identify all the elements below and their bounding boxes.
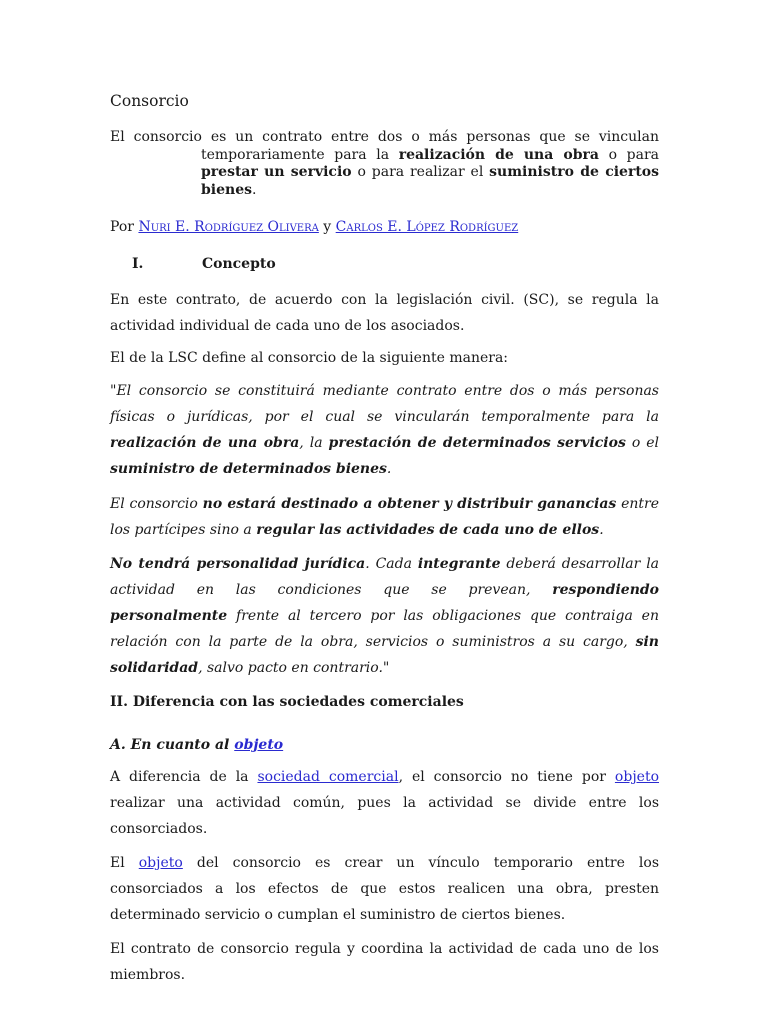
paragraph: El objeto del consorcio es crear un vínculo temporario entre los consorciados a los efectos de que estos realicen una obra, presten determinado servicio o cumplan el suministro de ciertos bienes.	[110, 855, 659, 923]
bold-text: prestación de determinados servicios	[328, 435, 626, 451]
section-number: I.	[132, 256, 144, 272]
byline: Por Nuri E. Rodríguez Olivera y Carlos E. López Rodríguez	[110, 219, 519, 235]
bold-text: prestar un servicio	[201, 164, 352, 180]
objeto-link[interactable]: objeto	[234, 737, 284, 753]
author-link-rodriguez-olivera[interactable]: Nuri E. Rodríguez Olivera	[138, 219, 319, 235]
section-title: II. Diferencia con las sociedades comerciales	[110, 694, 464, 710]
bold-text: suministro de determinados bienes	[110, 461, 387, 477]
bold-text: sin	[635, 634, 659, 650]
section-heading-concepto	[110, 256, 659, 272]
bold-text: no estará destinado a obtener y distribuir ganancias	[202, 496, 617, 512]
paragraph: El de la LSC define al consorcio de la siguiente manera:	[110, 350, 509, 366]
paragraph: En este contrato, de acuerdo con la legislación civil. (SC), se regula la actividad individual de cada uno de los asociados.	[110, 292, 659, 334]
section-heading-diferencia	[110, 694, 659, 710]
bold-text: suministro de ciertos	[489, 164, 660, 180]
bold-text: realización de una obra	[110, 435, 300, 451]
intro-line: El consorcio es un contrato entre dos o más personas que se vinculan	[110, 129, 659, 145]
bold-text: realización de una obra	[398, 146, 599, 163]
bold-text: No tendrá personalidad jurídica	[110, 556, 366, 572]
intro-line: prestar un servicio o para realizar el suministro de ciertos	[201, 164, 660, 180]
bold-text: integrante	[417, 556, 501, 572]
quote-paragraph: El consorcio no estará destinado a obtener y distribuir ganancias entre los partícipes sino a regular las actividades de cada uno de ellos.	[110, 496, 660, 538]
intro-line: bienes.	[201, 181, 257, 198]
sociedad-comercial-link[interactable]: sociedad comercial	[257, 769, 399, 785]
paragraph: A diferencia de la sociedad comercial, el consorcio no tiene por objeto realizar una actividad común, pues la actividad se divide entre los consorciados.	[110, 769, 659, 837]
bold-text: regular las actividades de cada uno de ellos	[256, 522, 600, 538]
intro-line: temporariamente para la realización de una obra o para	[201, 146, 659, 163]
bold-text: solidaridad	[110, 660, 199, 676]
quote-paragraph: No tendrá personalidad jurídica. Cada integrante deberá desarrollar la actividad en las condiciones que se prevean, respondiendo personalmente frente al tercero por las obligaciones que contraiga en relación con la parte de la obra, servicios o suministros a su cargo, sin solidaridad, salvo pacto en contrario."	[110, 556, 660, 676]
paragraph: El contrato de consorcio regula y coordina la actividad de cada uno de los miembros.	[110, 941, 659, 983]
author-link-lopez-rodriguez[interactable]: Carlos E. López Rodríguez	[335, 219, 519, 235]
intro-paragraph	[110, 129, 659, 199]
objeto-link[interactable]: objeto	[614, 769, 659, 785]
page-title: Consorcio	[110, 92, 189, 110]
bold-text: respondiendo	[552, 582, 659, 598]
bold-text: personalmente	[110, 608, 228, 624]
section-title: Concepto	[202, 256, 276, 272]
subsection-heading-objeto: A. En cuanto al objeto	[110, 737, 284, 753]
objeto-link[interactable]: objeto	[138, 855, 183, 871]
bold-text: bienes	[201, 181, 252, 198]
quote-paragraph: "El consorcio se constituirá mediante contrato entre dos o más personas físicas o jurídicas, por el cual se vincularán temporalmente para la realización de una obra, la prestación de determinados servicios o el suministro de determinados bienes.	[110, 383, 660, 477]
